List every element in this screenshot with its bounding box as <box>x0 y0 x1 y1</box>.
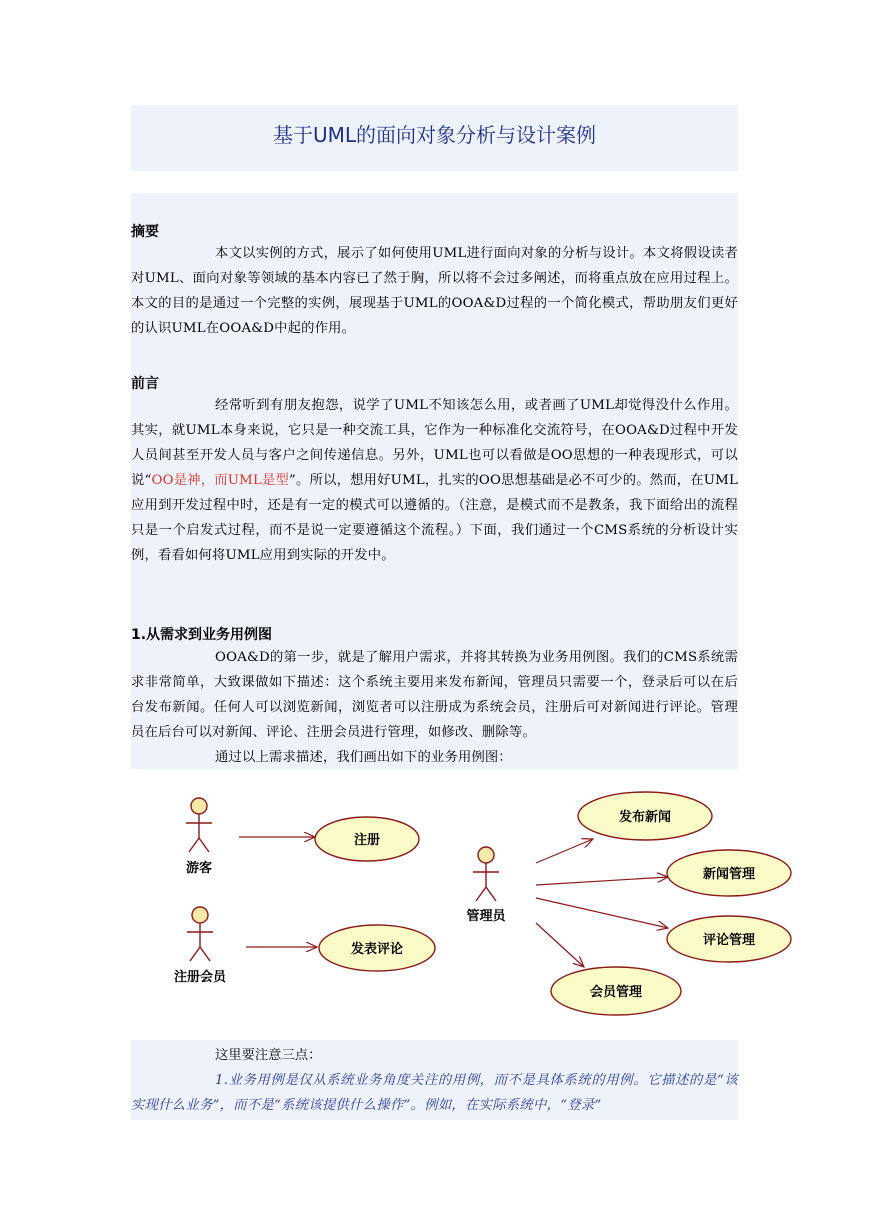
abstract-text: 本文以实例的方式，展示了如何使用UML进行面向对象的分析与设计。本文将假设读者对UML、面向对象等领域的基本内容已了然于胸，所以将不会过多阐述，而将重点放在应用过程上。本文的目的是通过一个完整的实例，展现基于UML的OOA&D过程的一个简化模式，帮助朋友们更好的认识UML在OOA&D中起的作用。 <box>131 246 738 336</box>
actor-member-label: 注册会员 <box>173 970 227 985</box>
usecase-comment-management-label: 评论管理 <box>702 933 756 948</box>
use-cases <box>315 792 791 1015</box>
usecase-register-label: 注册 <box>353 833 381 848</box>
section1-lead: 通过以上需求描述，我们画出如下的业务用例图： <box>215 750 512 765</box>
arrow-admin-news-mgmt <box>536 877 668 885</box>
arrow-admin-comment-mgmt <box>536 898 668 928</box>
page-title: 基于UML的面向对象分析与设计案例 <box>272 123 597 147</box>
preface-text-before: 经常听到有朋友抱怨，说学了UML不知该怎么用，或者画了UML却觉得没什么作用。其实，就UML本身来说，它只是一种交流工具，它作为一种标准化交流符号，在OOA&D过程中开发人员间甚至开发人员与客户之间传递信息。另外，UML也可以看做是OO思想的一种表现形式，可以说“ <box>131 398 738 488</box>
arrow-admin-publish <box>536 839 593 863</box>
arrow-admin-member-mgmt <box>536 923 584 967</box>
title-box <box>131 105 738 171</box>
usecase-post-comment-label: 发表评论 <box>350 942 404 957</box>
use-case-diagram <box>131 775 811 1025</box>
preface-highlight: OO是神，而UML是型 <box>151 473 290 488</box>
actor-admin-label: 管理员 <box>466 909 506 924</box>
actor-admin <box>473 847 499 901</box>
abstract-heading: 摘要 <box>131 224 159 240</box>
content-panel <box>131 193 738 769</box>
association-arrows <box>239 837 668 967</box>
actor-visitor <box>186 798 212 852</box>
preface-text <box>131 393 738 568</box>
section1-heading: 1.从需求到业务用例图 <box>131 627 273 643</box>
actor-visitor-label: 游客 <box>185 861 213 876</box>
notes-lead: 这里要注意三点： <box>215 1048 322 1063</box>
usecase-news-management-label: 新闻管理 <box>702 867 756 882</box>
actor-member <box>187 907 213 961</box>
section1-text: OOA&D的第一步，就是了解用户需求，并将其转换为业务用例图。我们的CMS系统需求非常简单，大致课做如下描述：这个系统主要用来发布新闻，管理员只需要一个，登录后可以在后台发布新闻。任何人可以浏览新闻，浏览者可以注册成为系统会员，注册后可对新闻进行评论。管理员在后台可以对新闻、评论、注册会员进行管理，如修改、删除等。 <box>131 650 738 740</box>
note-point-1: 1.业务用例是仅从系统业务角度关注的用例，而不是具体系统的用例。它描述的是“该实现什么业务”，而不是“系统该提供什么操作”。例如，在实际系统中，“登录” <box>131 1073 738 1113</box>
preface-heading: 前言 <box>131 376 159 392</box>
notes-panel <box>131 1040 738 1120</box>
usecase-publish-news-label: 发布新闻 <box>618 810 672 825</box>
preface-text-after: ”。所以，想用好UML，扎实的OO思想基础是必不可少的。然而，在UML应用到开发过程中时，还是有一定的模式可以遵循的。（注意，是模式而不是教条，我下面给出的流程只是一个启发式过程，而不是说一定要遵循这个流程。）下面，我们通过一个CMS系统的分析设计实例，看看如何将UML应用到实际的开发中。 <box>131 473 739 563</box>
usecase-member-management-label: 会员管理 <box>589 985 643 1000</box>
